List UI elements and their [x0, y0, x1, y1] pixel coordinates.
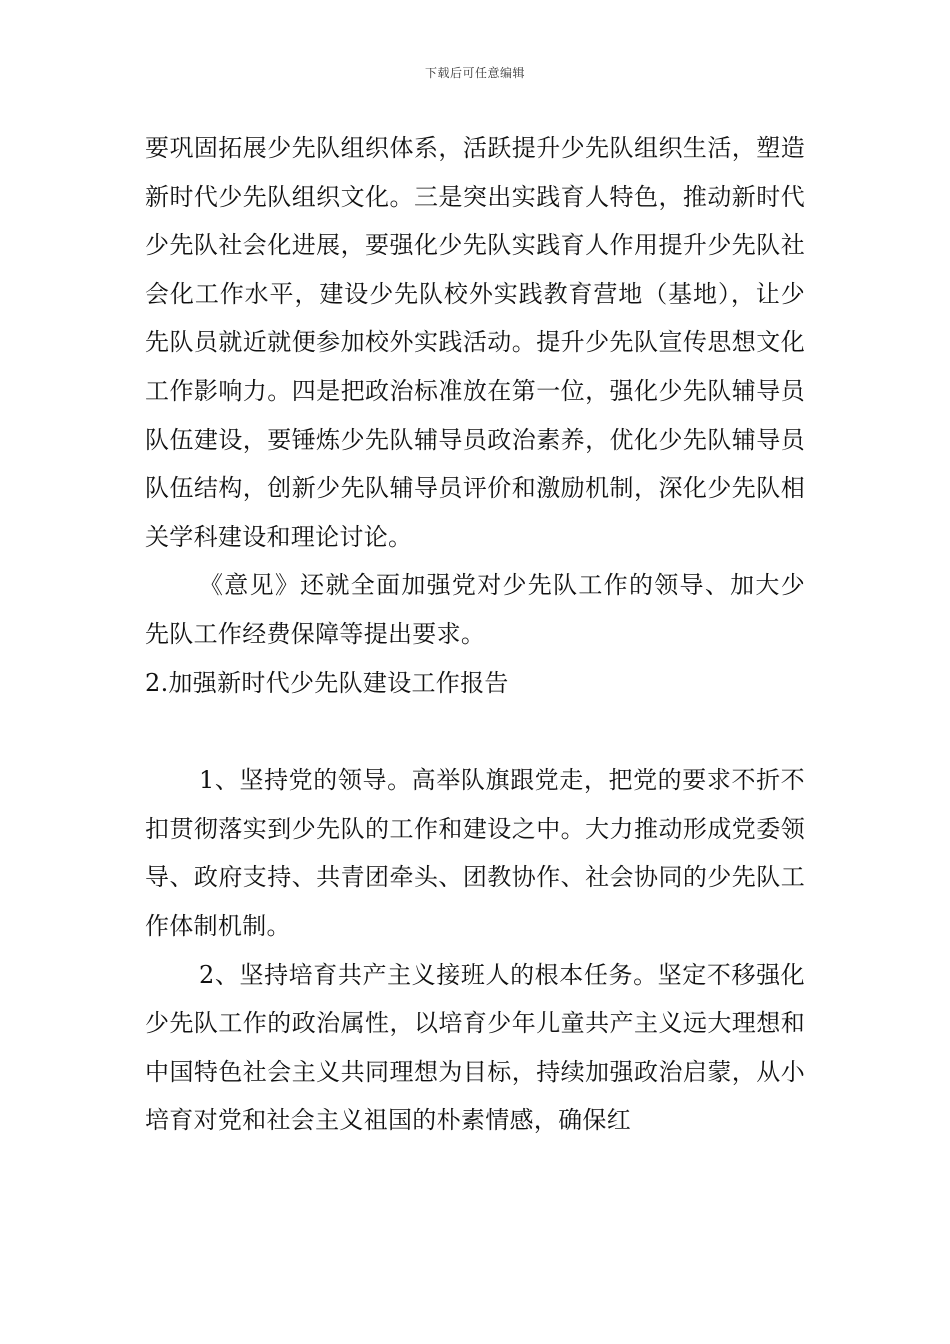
section-heading: 2.加强新时代少先队建设工作报告 [145, 668, 509, 697]
paragraph-opinion-requirements: 《意见》还就全面加强党对少先队工作的领导、加大少先队工作经费保障等提出要求。 [145, 571, 805, 648]
paragraph-item-2: 2、坚持培育共产主义接班人的根本任务。坚定不移强化少先队工作的政治属性，以培育少年儿童共产主义远大理想和中国特色社会主义共同理想为目标，持续加强政治启蒙，从小培育对党和社会主义祖国的朴素情感，确保红 [145, 960, 805, 1135]
document-body [145, 124, 805, 1145]
page-header: 下载后可任意编辑 [424, 66, 525, 80]
paragraph-item-1: 1、坚持党的领导。高举队旗跟党走，把党的要求不折不扣贯彻落实到少先队的工作和建设之中。大力推动形成党委领导、政府支持、共青团牵头、团教协作、社会协同的少先队工作体制机制。 [145, 766, 805, 940]
blank-line [145, 707, 805, 756]
paragraph-continuation: 要巩固拓展少先队组织体系，活跃提升少先队组织生活，塑造新时代少先队组织文化。三是突出实践育人特色，推动新时代少先队社会化进展，要强化少先队实践育人作用提升少先队社会化工作水平，建设少先队校外实践教育营地（基地），让少先队员就近就便参加校外实践活动。提升少先队宣传思想文化工作影响力。四是把政治标准放在第一位，强化少先队辅导员队伍建设，要锤炼少先队辅导员政治素养，优化少先队辅导员队伍结构，创新少先队辅导员评价和激励机制，深化少先队相关学科建设和理论讨论。 [145, 134, 805, 551]
